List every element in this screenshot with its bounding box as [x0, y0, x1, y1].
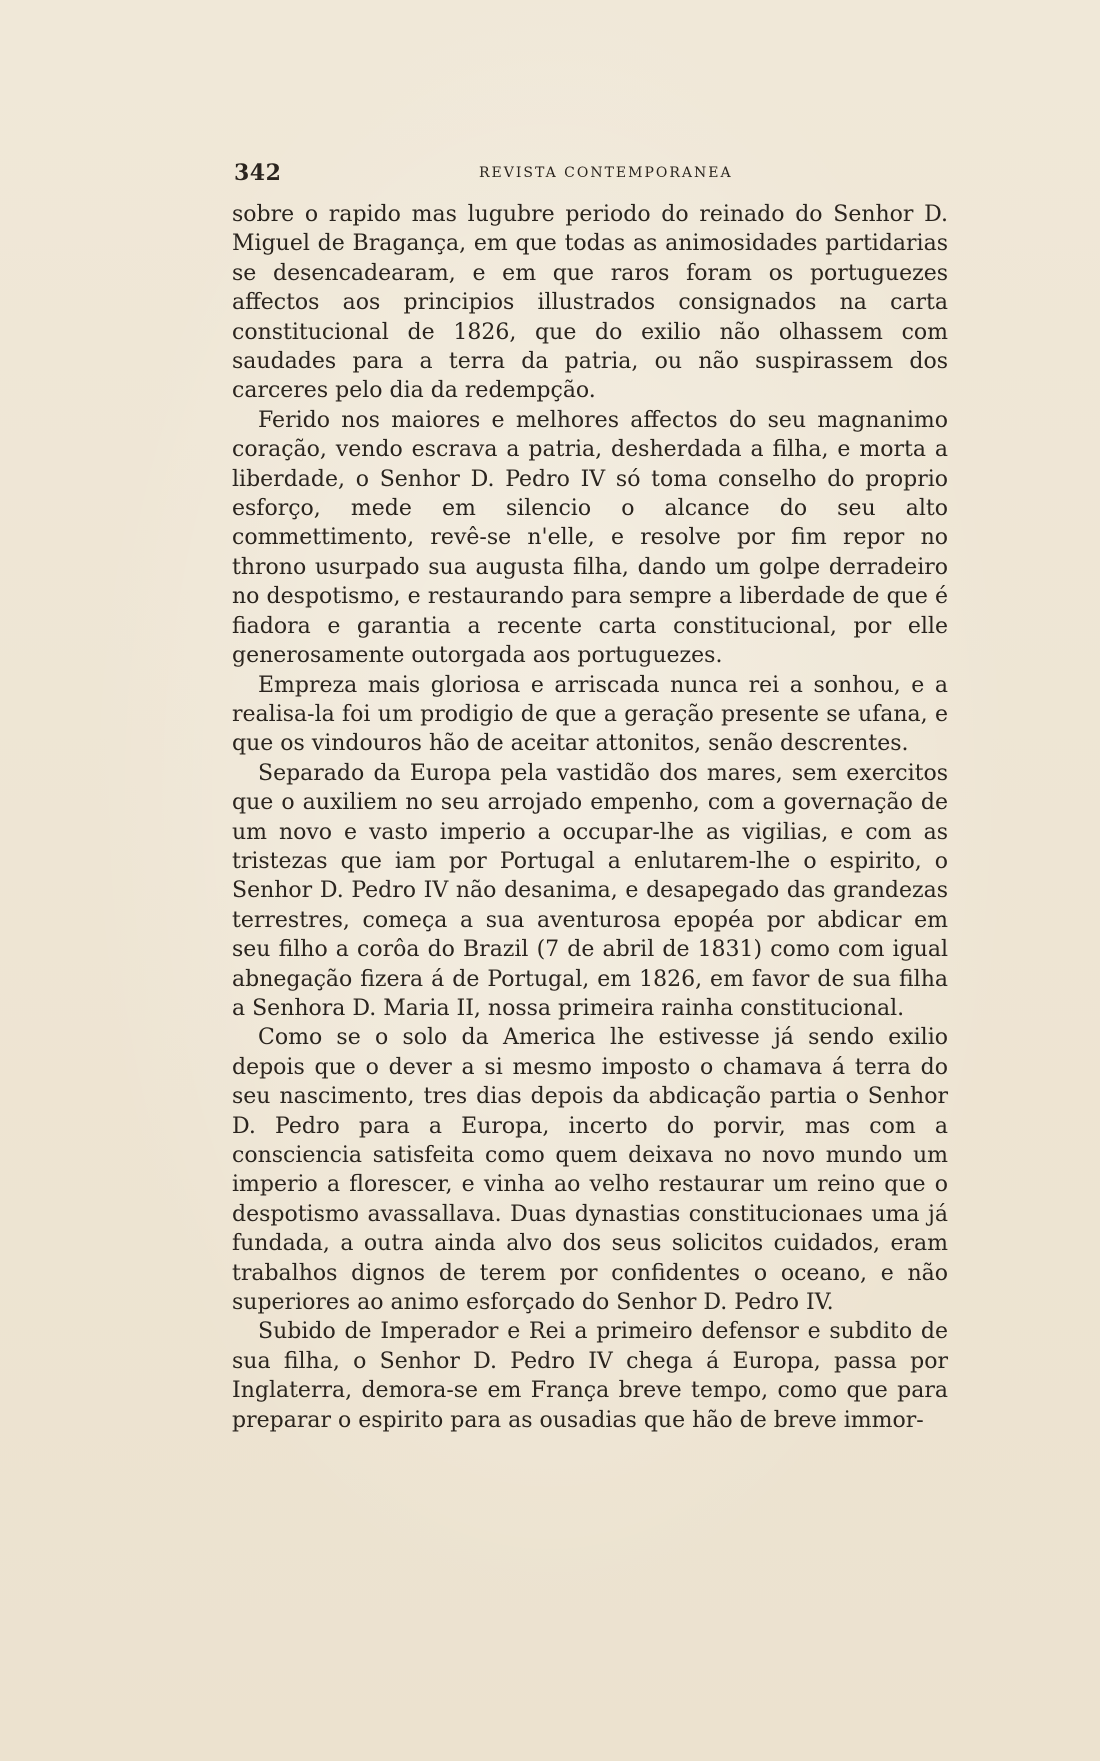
- paragraph-1: sobre o rapido mas lugubre periodo do reinado do Senhor D. Miguel de Bragança, em que todas as animosidades partidarias se desencadearam, e em que raros foram os portuguezes affectos aos principios illustrados consignados na carta constitucional de 1826, que do exilio não olhassem com saudades para a terra da patria, ou não suspirassem dos carceres pelo dia da redempção.: [232, 202, 948, 404]
- paragraph-2: Ferido nos maiores e melhores affectos do seu magnanimo coração, vendo escrava a patria, desherdada a filha, e morta a liberdade, o Senhor D. Pedro IV só toma conselho do proprio esforço, mede em silencio o alcance do seu alto commettimento, revê-se n'elle, e resolve por fim repor no throno usurpado sua augusta filha, dando um golpe derradeiro no despotismo, e restaurando para sempre a liberdade de que é fiadora e garantia a recente carta constitucional, por elle generosamente outorgada aos portuguezes.: [232, 407, 948, 669]
- running-head: REVISTA CONTEMPORANEA: [479, 165, 733, 181]
- paragraph-5: Como se o solo da America lhe estivesse já sendo exilio depois que o dever a si mesmo imposto o chamava á terra do seu nascimento, tres dias depois da abdicação partia o Senhor D. Pedro para a Europa, incerto do porvir, mas com a consciencia satisfeita como quem deixava no novo mundo um imperio a florescer, e vinha ao velho restaurar um reino que o despotismo avassallava. Duas dynastias constitucionaes uma já fundada, a outra ainda alvo dos seus solicitos cuidados, eram trabalhos dignos de terem por confidentes o oceano, e não superiores ao animo esforçado do Senhor D. Pedro IV.: [232, 1025, 948, 1316]
- body-text: [232, 200, 948, 1435]
- page-number: 342: [234, 160, 282, 186]
- page-header: [234, 160, 949, 190]
- paragraph-6: Subido de Imperador e Rei a primeiro defensor e subdito de sua filha, o Senhor D. Pedro IV chega á Europa, passa por Inglaterra, demora-se em França breve tempo, como que para preparar o espirito para as ousadias que hão de breve immor-: [232, 1319, 948, 1433]
- paragraph-4: Separado da Europa pela vastidão dos mares, sem exercitos que o auxiliem no seu arrojado empenho, com a governação de um novo e vasto imperio a occupar-lhe as vigilias, e com as tristezas que iam por Portugal a enlutarem-lhe o espirito, o Senhor D. Pedro IV não desanima, e desapegado das grandezas terrestres, começa a sua aventurosa epopéa por abdicar em seu filho a corôa do Brazil (7 de abril de 1831) como com igual abnegação fizera á de Portugal, em 1826, em favor de sua filha a Senhora D. Maria II, nossa primeira rainha constitucional.: [232, 760, 948, 1021]
- paragraph-3: Empreza mais gloriosa e arriscada nunca rei a sonhou, e a realisa-la foi um prodigio de que a geração presente se ufana, e que os vindouros hão de aceitar attonitos, senão descrentes.: [232, 672, 948, 757]
